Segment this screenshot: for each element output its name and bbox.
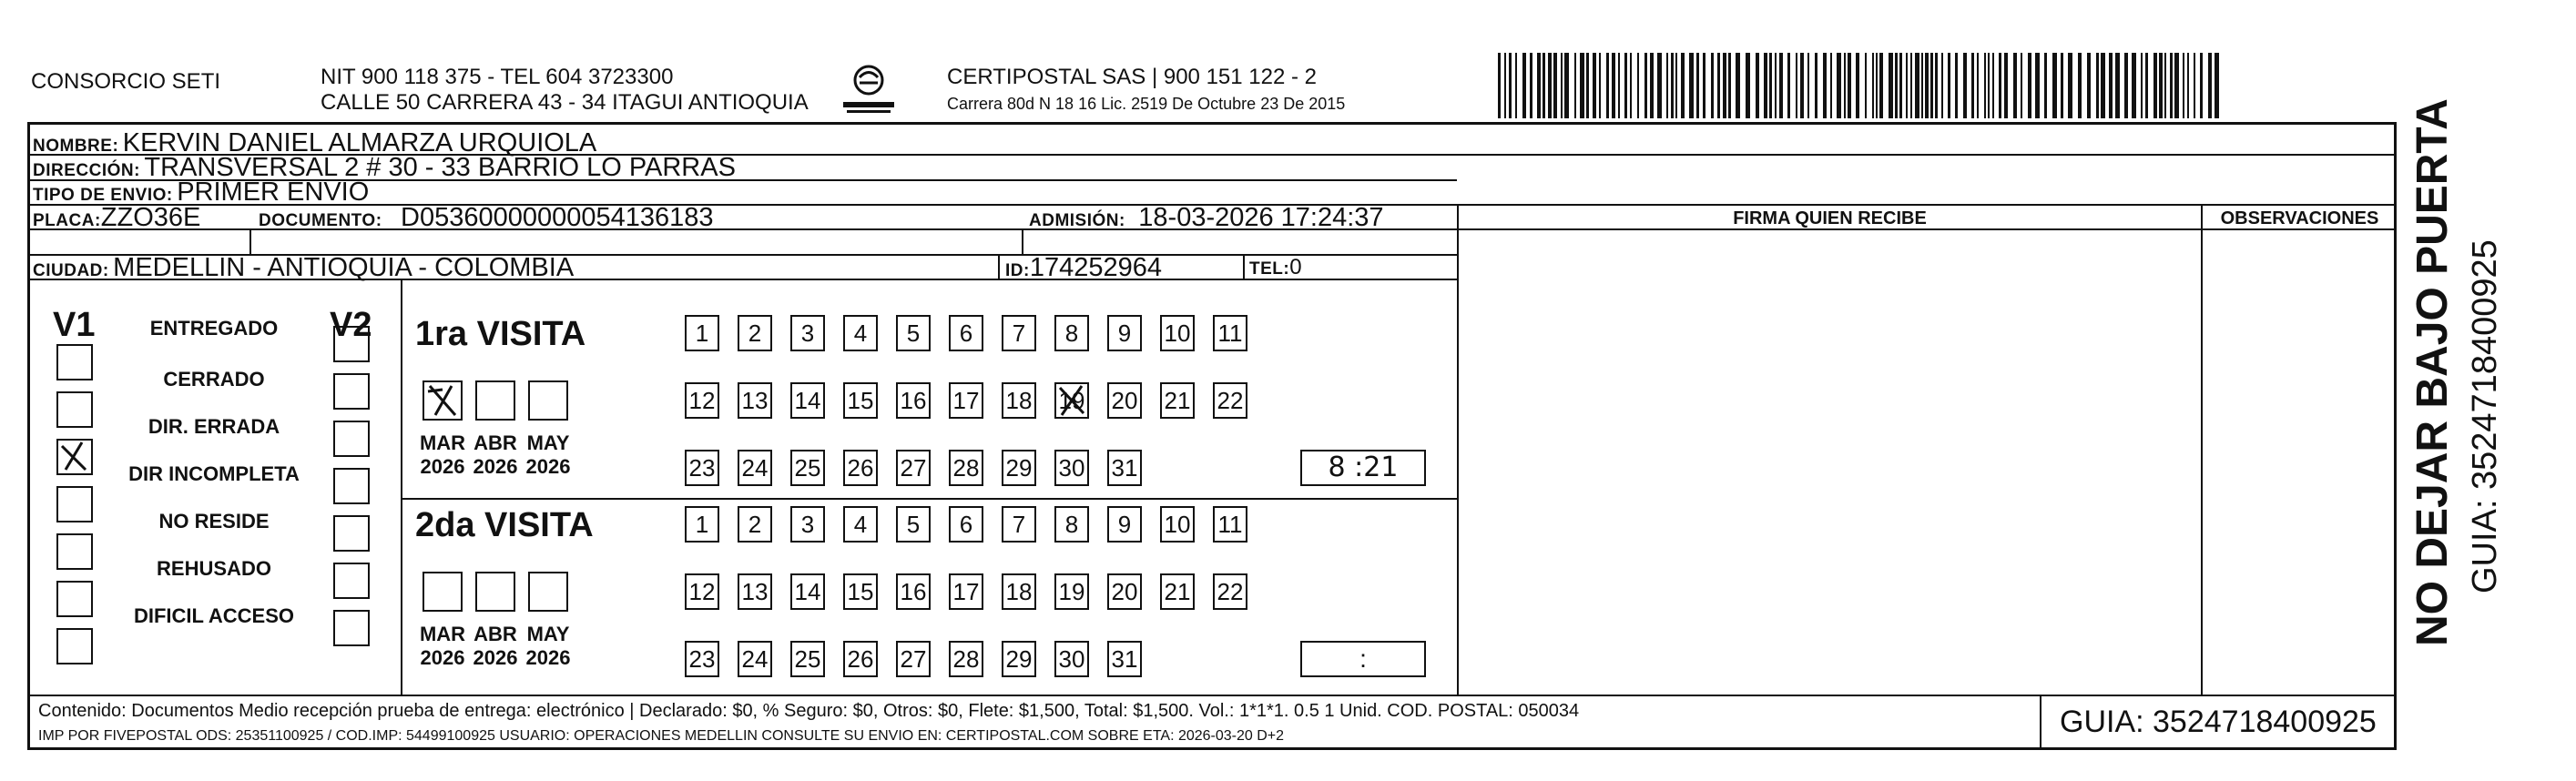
footer-guia: GUIA: 3524718400925 <box>2060 705 2377 739</box>
status-label: DIFICIL ACCESO <box>133 604 294 627</box>
firma-label: FIRMA QUIEN RECIBE <box>1733 208 1927 228</box>
first-visit-day[interactable]: 25 <box>790 450 825 486</box>
first-visit-day[interactable]: 30 <box>1054 450 1089 486</box>
v2-checkbox[interactable] <box>333 421 370 457</box>
tel-label: TEL: <box>1249 259 1290 279</box>
status-label: DIR. ERRADA <box>148 415 280 438</box>
second-visit-day[interactable]: 9 <box>1107 506 1142 543</box>
day-mark-icon <box>1054 382 1089 419</box>
first-visit-month-label <box>470 431 521 479</box>
second-visit-day[interactable]: 18 <box>1002 573 1036 610</box>
second-visit-month-box[interactable] <box>423 572 463 612</box>
ciudad-value: MEDELLIN - ANTIOQUIA - COLOMBIA <box>113 253 575 282</box>
first-visit-day[interactable]: 3 <box>790 315 825 351</box>
v2-checkbox[interactable] <box>333 468 370 504</box>
second-visit-day[interactable]: 6 <box>949 506 983 543</box>
first-visit-day[interactable]: 27 <box>896 450 931 486</box>
month-name: MAR <box>419 623 466 645</box>
month-name: MAY <box>526 623 570 645</box>
observations-area[interactable] <box>2206 233 2392 690</box>
direccion-value: TRANSVERSAL 2 # 30 - 33 BARRIO LO PARRAS <box>144 153 736 182</box>
first-visit-month-box[interactable] <box>423 380 463 421</box>
first-visit-day[interactable]: 11 <box>1213 315 1247 351</box>
second-visit-day[interactable]: 10 <box>1160 506 1195 543</box>
second-visit-day[interactable]: 14 <box>790 573 825 610</box>
barcode-icon <box>1498 53 2222 118</box>
second-visit-day[interactable]: 16 <box>896 573 931 610</box>
first-visit-day[interactable]: 22 <box>1213 382 1247 419</box>
documento-cell <box>259 202 714 238</box>
second-visit-day[interactable]: 3 <box>790 506 825 543</box>
v2-checkbox[interactable] <box>333 515 370 552</box>
nombre-value: KERVIN DANIEL ALMARZA URQUIOLA <box>122 128 597 157</box>
first-visit-day[interactable]: 20 <box>1107 382 1142 419</box>
first-visit-day[interactable]: 9 <box>1107 315 1142 351</box>
status-label: CERRADO <box>163 368 265 390</box>
tipo-label: TIPO DE ENVIO: <box>33 186 173 205</box>
v2-header: V2 <box>330 306 372 344</box>
second-visit-day[interactable]: 4 <box>843 506 878 543</box>
first-visit-day[interactable]: 17 <box>949 382 983 419</box>
v2-checkbox[interactable] <box>333 373 370 410</box>
second-visit-month-label <box>417 623 468 670</box>
tel-value: 0 <box>1289 255 1302 279</box>
first-visit-day[interactable]: 7 <box>1002 315 1036 351</box>
month-year: 2026 <box>473 455 518 478</box>
first-visit-month-box[interactable] <box>528 380 568 421</box>
first-visit-title: 1ra VISITA <box>415 315 586 353</box>
ciudad-cell <box>33 252 574 288</box>
second-visit-day[interactable]: 24 <box>738 641 772 677</box>
second-visit-day[interactable]: 1 <box>685 506 719 543</box>
second-visit-day[interactable]: 29 <box>1002 641 1036 677</box>
second-visit-month-label <box>523 623 574 670</box>
company-name: CONSORCIO SETI <box>31 69 221 94</box>
first-visit-day[interactable]: 16 <box>896 382 931 419</box>
first-visit-month-box[interactable] <box>475 380 515 421</box>
signature-area[interactable] <box>1462 233 2196 690</box>
second-visit-day[interactable]: 30 <box>1054 641 1089 677</box>
month-year: 2026 <box>420 646 465 669</box>
first-visit-day[interactable]: 18 <box>1002 382 1036 419</box>
first-visit-day[interactable]: 2 <box>738 315 772 351</box>
second-visit-day[interactable]: 12 <box>685 573 719 610</box>
month-name: MAR <box>419 431 466 454</box>
v1-header: V1 <box>53 306 96 344</box>
first-visit-day[interactable]: 6 <box>949 315 983 351</box>
id-label: ID: <box>1005 261 1030 280</box>
footer-print-line: IMP POR FIVEPOSTAL ODS: 25351100925 / COD.IMP: 54499100925 USUARIO: OPERACIONES MEDELLIN CONSULTE SU ENVIO EN: CERTIPOSTAL.COM SOBRE ETA: 2026-03-20 D+2 <box>38 728 1285 744</box>
status-label: REHUSADO <box>157 557 271 580</box>
v2-checkbox[interactable] <box>333 610 370 646</box>
footer-content-line: Contenido: Documentos Medio recepción prueba de entrega: electrónico | Declarado: $0, % Seguro: $0, Otros: $0, Flete: $1,500, Total: $1,500. Vol.: 1*1*1. 0.5 1 Unid. COD. POSTAL: 050034 <box>38 701 1580 721</box>
second-visit-day[interactable]: 15 <box>843 573 878 610</box>
second-visit-day[interactable]: 21 <box>1160 573 1195 610</box>
month-year: 2026 <box>525 646 571 669</box>
second-visit-day[interactable]: 27 <box>896 641 931 677</box>
second-visit-day[interactable]: 11 <box>1213 506 1247 543</box>
first-visit-day[interactable]: 26 <box>843 450 878 486</box>
admision-label: ADMISIÓN: <box>1029 211 1125 230</box>
second-visit-month-box[interactable] <box>475 572 515 612</box>
month-name: ABR <box>473 431 517 454</box>
v2-checkbox[interactable] <box>333 326 370 362</box>
month-year: 2026 <box>420 455 465 478</box>
direccion-label: DIRECCIÓN: <box>33 161 140 180</box>
month-name: ABR <box>473 623 517 645</box>
second-visit-time[interactable]: : <box>1300 641 1426 677</box>
first-visit-time[interactable]: 8 :21 <box>1300 450 1426 486</box>
status-label: DIR INCOMPLETA <box>128 462 300 485</box>
second-visit-day[interactable]: 13 <box>738 573 772 610</box>
side-warning: NO DEJAR BAJO PUERTA <box>2408 98 2457 646</box>
tipo-value: PRIMER ENVIO <box>177 178 370 207</box>
placa-value: ZZO36E <box>100 203 201 232</box>
check-mark-icon <box>424 382 461 419</box>
first-visit-day[interactable]: 23 <box>685 450 719 486</box>
second-visit-day[interactable]: 25 <box>790 641 825 677</box>
second-visit-day[interactable]: 22 <box>1213 573 1247 610</box>
first-visit-day[interactable]: 24 <box>738 450 772 486</box>
license-line: Carrera 80d N 18 16 Lic. 2519 De Octubre 23 De 2015 <box>947 95 1346 113</box>
nombre-label: NOMBRE: <box>33 137 119 156</box>
month-year: 2026 <box>473 646 518 669</box>
first-visit-day[interactable]: 12 <box>685 382 719 419</box>
documento-label: DOCUMENTO: <box>259 211 382 230</box>
first-visit-day[interactable]: 28 <box>949 450 983 486</box>
side-guia: GUIA: 3524718400925 <box>2466 239 2504 593</box>
first-visit-day[interactable]: 19 <box>1054 382 1089 419</box>
second-visit-day[interactable]: 8 <box>1054 506 1089 543</box>
first-visit-day[interactable]: 10 <box>1160 315 1195 351</box>
documento-value: D05360000000054136183 <box>401 203 714 232</box>
observaciones-label: OBSERVACIONES <box>2220 208 2379 228</box>
second-visit-day[interactable]: 23 <box>685 641 719 677</box>
first-visit-month-label <box>417 431 468 479</box>
first-visit-day[interactable]: 8 <box>1054 315 1089 351</box>
second-visit-day[interactable]: 20 <box>1107 573 1142 610</box>
first-visit-day[interactable]: 14 <box>790 382 825 419</box>
address-line: CALLE 50 CARRERA 43 - 34 ITAGUI ANTIOQUIA <box>321 90 809 115</box>
second-visit-day[interactable]: 7 <box>1002 506 1036 543</box>
first-visit-month-label <box>523 431 574 479</box>
month-name: MAY <box>526 431 570 454</box>
status-label: ENTREGADO <box>149 317 279 340</box>
id-cell <box>1005 252 1162 288</box>
tel-cell <box>1249 252 1302 286</box>
second-visit-day[interactable]: 17 <box>949 573 983 610</box>
second-visit-day[interactable]: 2 <box>738 506 772 543</box>
nit-line: NIT 900 118 375 - TEL 604 3723300 <box>321 65 674 89</box>
certipostal-logo-icon <box>836 62 901 117</box>
admision-cell <box>1029 202 1384 238</box>
month-year: 2026 <box>525 455 571 478</box>
admision-value: 18-03-2026 17:24:37 <box>1138 203 1384 232</box>
status-label: NO RESIDE <box>158 510 270 532</box>
id-value: 174252964 <box>1029 253 1162 282</box>
second-visit-day[interactable]: 26 <box>843 641 878 677</box>
first-visit-day[interactable]: 4 <box>843 315 878 351</box>
first-visit-day[interactable]: 31 <box>1107 450 1142 486</box>
second-visit-day[interactable]: 5 <box>896 506 931 543</box>
second-visit-day[interactable]: 31 <box>1107 641 1142 677</box>
first-visit-day[interactable]: 5 <box>896 315 931 351</box>
placa-cell <box>33 202 200 238</box>
first-visit-day[interactable]: 1 <box>685 315 719 351</box>
second-visit-title: 2da VISITA <box>415 506 594 544</box>
first-visit-day[interactable]: 21 <box>1160 382 1195 419</box>
carrier-line: CERTIPOSTAL SAS | 900 151 122 - 2 <box>947 65 1317 89</box>
first-visit-day[interactable]: 29 <box>1002 450 1036 486</box>
second-visit-day[interactable]: 19 <box>1054 573 1089 610</box>
ciudad-label: CIUDAD: <box>33 261 109 280</box>
second-visit-month-label <box>470 623 521 670</box>
v2-checkbox[interactable] <box>333 563 370 599</box>
second-visit-day[interactable]: 28 <box>949 641 983 677</box>
placa-label: PLACA: <box>33 211 101 230</box>
first-visit-day[interactable]: 15 <box>843 382 878 419</box>
first-visit-day[interactable]: 13 <box>738 382 772 419</box>
second-visit-month-box[interactable] <box>528 572 568 612</box>
v1-checkbox[interactable] <box>56 628 93 664</box>
